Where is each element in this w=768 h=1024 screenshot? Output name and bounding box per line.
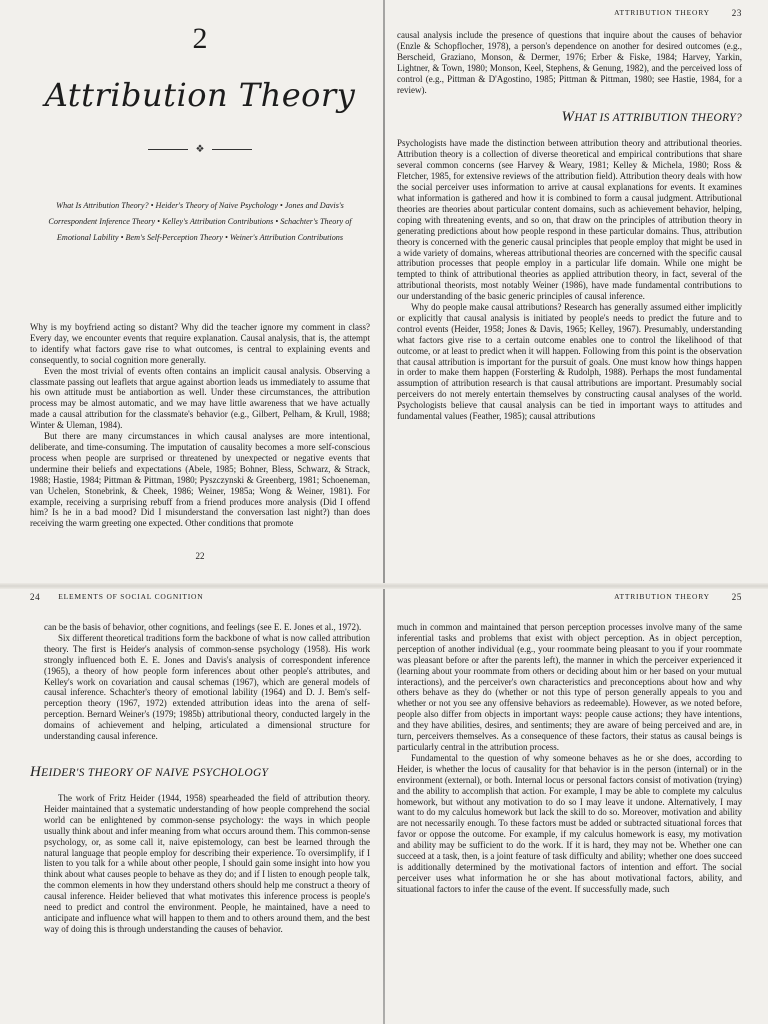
page-body — [30, 322, 370, 529]
ornament-divider — [30, 144, 370, 158]
running-head-title: ATTRIBUTION THEORY — [614, 592, 710, 601]
page-number: 24 — [30, 592, 41, 602]
paragraph: The work of Fritz Heider (1944, 1958) spearheaded the field of attribution theory. Heider maintained that a systematic understanding of how people comprehend the social world can be enlightened by common-sense psychology: the ways in which people usually think about and infer meaning from what occurs around them. This common-sense psychology, or, as some call it, naive epistemology, can best be learned through the natural language that people employ for describing their experience. To oversimplify, if I listen to you talk for a while about other people, I should gain some insight into how you think about what causes people to behave as they do; and if I listen to enough people talk, the common elements in how they understand others should help me construct a theory of causal inference. Heider believed that what motivates this inference process is people's need to predict and control the environment. People, he maintained, have a need to anticipate and influence what will happen to them and to others around them, and the best way of doing this is through understanding the causes of behavior. — [44, 792, 370, 934]
paragraph: Psychologists have made the distinction between attribution theory and attributional theories. Attribution theory is a collection of diverse theoretical and empirical contributions that share several common concerns (see Harvey & Weary, 1981; Kelley & Michela, 1980; Ross & Fletcher, 1985, for extensive reviews of the attribution field). Attribution theory deals with how the social perceiver uses information to arrive at causal explanations for events. It examines what information is gathered and how it is combined to form a causal judgment. Attributional theories are theories about particular content domains, such as achievement behavior, helping, coping with threatening events, and so on, that draw on the principles of attribution theory in generating predictions about how people respond in these particular domains. Thus, attribution theory is concerned with the generic causal principles that people employ that might be used in a wide variety of domains, whereas attributional theories are concerned with the specific causal attribution processes that people employ in a particular life domain. While one might be tempted to think of attributional theories as applied attribution theory, in fact, several of the attributional theorists, most notably Weiner (1986), have made fundamental contributions to our understanding of the basic generic principles of causal inference. — [397, 138, 742, 302]
paragraph: causal analysis include the presence of questions that inquire about the causes of behavior (Enzle & Schopflocher, 1978), a person's dependence on another for desired outcomes (e.g., Berscheid, Graziano, Monson, & Dermer, 1976; Erber & Fiske, 1984; Harvey, Yarkin, Lightner, & Town, 1980; Monson, Keel, Stephens, & Genung, 1982), and the perceived loss of control (e.g., Pittman & D'Agostino, 1985; Pittman & Pittman, 1980; see Hastie, 1984, for a review). — [397, 30, 742, 95]
ornament-rule-right — [212, 149, 252, 150]
section-body — [30, 793, 370, 935]
ornament-rule-left — [148, 149, 188, 150]
chapter-number: 2 — [192, 22, 208, 55]
page-22 — [30, 8, 370, 580]
ornament-icon: ❖ — [195, 144, 205, 156]
page-25 — [397, 592, 742, 1024]
running-head — [397, 8, 742, 30]
paragraph: Why do people make causal attributions? Research has generally assumed either implicitly or explicitly that causal analysis is initiated by people's needs to predict the future and to control events (Heider, 1958; Jones & Davis, 1965; Kelley, 1967). Presumably, understanding what factors give rise to a certain outcome enables one to control the likelihood of that outcome, or at least to predict when it will happen. Following from this point is the observation that causal attribution is important for the pursuit of goals. One must know how things happen in order to make them happen (Forsterling & Rudolph, 1988). Perhaps the most fundamental assumption of attribution research is that causal attributions are important. Presumably social perceivers do not merely entertain themselves by constructing causal analyses of the world. Psychologists believe that causal analysis can be tied in important ways to attitudes and fundamental values (Feather, 1985); causal attributions — [397, 302, 742, 422]
paragraph: Six different theoretical traditions form the backbone of what is now called attribution theory. The first is Heider's analysis of common-sense psychology (1958). His work strongly influenced both E. E. Jones and Davis's analysis of correspondent inference (1965), a theory of how people form inferences about other people's attributes, and Kelley's work on covariation and causal schemas (1967), which are general models of causal inference. Schachter's theory of emotional lability (1964) and D. J. Bem's self-perception theory (1967, 1972) extended attribution ideas into the arena of self-perception. Bernard Weiner's (1979; 1985b) attributional theory, conducted largely in the domains of achievement and helping, articulated a dimensional structure for understanding causal inference. — [44, 632, 370, 742]
page-24 — [30, 592, 370, 1024]
book-gutter — [383, 0, 385, 1024]
page-body — [30, 622, 370, 742]
paragraph: Even the most trivial of events often contains an implicit causal analysis. Observing a classmate passing out leaflets that argue against abortion leads us immediately to assume that his own attitude must be antiabortion as well. Under these circumstances, the attribution process may be almost automatic, and we may have little awareness that we have actually made a causal attribution for the classmate's behavior (e.g., Gilbert, Pelham, & Krull, 1988; Winter & Uleman, 1984). — [30, 365, 370, 431]
page-body — [397, 622, 742, 895]
spread-separator — [0, 583, 768, 589]
section-heading — [397, 109, 742, 126]
running-head — [397, 592, 742, 614]
page-number: 22 — [195, 551, 205, 562]
paragraph: can be the basis of behavior, other cognitions, and feelings (see E. E. Jones et al., 1972). — [44, 622, 362, 632]
page-23 — [397, 8, 742, 580]
section-heading — [30, 764, 370, 781]
chapter-contents: What Is Attribution Theory? • Heider's Theory of Naive Psychology • Jones and Davis's Correspondent Inference Theory • Kelley's Attribution Contributions • Schachter's Theory of Emotional Lability • Bem's Self-Perception Theory • Weiner's Attribution Contributions — [48, 201, 352, 242]
page-number: 25 — [731, 592, 742, 602]
paragraph: much in common and maintained that person perception processes involve many of the same inferential tasks and problems that exist with object perception. As in object perception, perception of another individual (e.g., your roommate being pleasant to you if your roommate was pleasant before or after the parents left), the manner in which the perceiver experienced it (learning about your roommate from others or deciding about him or her based on your mutual interactions), and the perceiver's own characteristics and preconceptions about how and why others behave as they do (whether or not this type of person generally appeals to you and whether or not you see any offensive behaviors as redeemable). However, as we noted before, people also differ from objects in important ways: people cause actions; they have intentions, and they have abilities, desires, and sentiments; they are aware of being perceived and are, in turn, perceivers themselves. As a consequence of these factors, their status as causal beings is particularly central in the attribution process. — [397, 622, 742, 752]
chapter-title: Attribution Theory — [44, 76, 356, 114]
section-heading-text: HAT IS ATTRIBUTION THEORY? — [574, 112, 742, 125]
paragraph: Why is my boyfriend acting so distant? Why did the teacher ignore my comment in class? Every day, we encounter events that require explanation. Causal analysis, that is, the attempt to identify what factors gave rise to what outcomes, is central to explaining events and consequently, to social cognition more generally. — [30, 322, 370, 365]
running-head-title: ATTRIBUTION THEORY — [614, 8, 710, 17]
paragraph: But there are many circumstances in which causal analyses are more intentional, deliberate, and time-consuming. The imputation of causality becomes a more self-conscious process when people are surprised or threatened by unexpected or negative events that undermine their beliefs and expectations (Abele, 1985; Bohner, Bless, Schwarz, & Strack, 1988; Hastie, 1984; Pittman & Pittman, 1980; Pyszczynski & Greenberg, 1981; Schoeneman, van Uchelen, Stonebrink, & Cheek, 1986; Weiner, 1985a; Wong & Weiner, 1981). For example, receiving a surprising rebuff from a friend produces more analysis (Did I offend him? Is he in a bad mood? Did I misunderstand the conversation last night?) than does receiving the warm greeting one expected. Other conditions that promote — [30, 431, 370, 529]
section-heading-text: EIDER'S THEORY OF NAIVE PSYCHOLOGY — [41, 766, 269, 779]
section-heading-initial: H — [30, 763, 42, 780]
running-head-title: ELEMENTS OF SOCIAL COGNITION — [58, 592, 204, 601]
section-heading-initial: W — [561, 109, 575, 126]
running-head — [30, 592, 370, 614]
page-number: 23 — [731, 8, 742, 18]
paragraph: Fundamental to the question of why someone behaves as he or she does, according to Heider, is whether the locus of causality for that behavior is in the person (internal) or in the environment (external), or both. Internal locus or personal factors consist of motivation (trying) and the ability to accomplish that action. For example, I may be able to complete my calculus homework, but without any motivation to do so I may leave it undone. Alternatively, I may want to do my calculus homework but lack the skill to do so. Moreover, motivation and ability are not necessarily enough. To these factors must be added or subtracted situational forces that favor or oppose the outcome. For example, if my calculus homework is easy, my motivation and ability may be sufficient to do the work. If it is hard, they may not be. Whether one can succeed at a task, then, is a joint feature of task difficulty and ability; whether one does succeed is additionally determined by the motivational factors of intention and effort. The social perceiver uses what information he or she has about motivational factors, ability, and situational factors to infer the cause of the event. If successfully made, such — [397, 752, 742, 894]
